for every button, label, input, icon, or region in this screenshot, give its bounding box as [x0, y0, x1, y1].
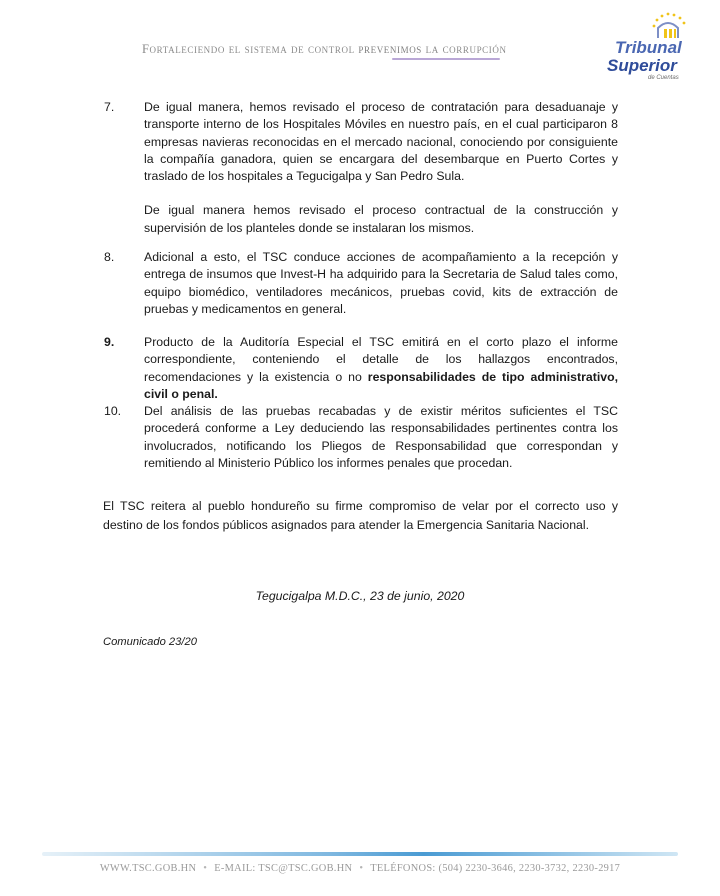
tsc-logo	[598, 12, 694, 96]
logo-line-2: Superior	[607, 56, 677, 75]
list-item-8	[104, 249, 618, 318]
closing-paragraph: El TSC reitera al pueblo hondureño su firme compromiso de velar por el correcto uso y destino de los fondos públicos asignados para atender la Emergencia Sanitaria Nacional.	[103, 499, 618, 532]
item-text: Adicional a esto, el TSC conduce acciones de acompañamiento a la recepción y entrega de insumos que Invest-H ha adquirido para la Secretaria de Salud tales como, equipo biomédico, ventiladores mecánicos, pruebas covid, kits de extracción de pruebas y medicamentos en general.	[144, 250, 618, 316]
motto-highlight: prevenimos	[358, 42, 422, 56]
item-text	[144, 334, 618, 403]
item-number: 9.	[104, 335, 115, 349]
motto-part-1: Fortaleciendo el sistema de control	[142, 42, 359, 56]
item-text-plain: Producto de la Auditoría Especial el TSC emitirá en el corto plazo el informe correspondiente, conteniendo el detalle de los hallazgos encontrados, recomendaciones y la existencia o no	[144, 335, 618, 384]
footer-email: E-MAIL: TSC@TSC.GOB.HN	[214, 863, 353, 874]
item-text: Del análisis de las pruebas recabadas y de existir méritos suficientes el TSC procederá conforme a Ley deduciendo las responsabilidades pertinentes contra los involucrados, notificando los Pliegos de Responsabilidad que correspondan y remitiendo al Ministerio Público los informes penales que procedan.	[144, 404, 618, 470]
place-date: Tegucigalpa M.D.C., 23 de junio, 2020	[255, 589, 465, 603]
motto-part-2: la corrupción	[421, 42, 507, 56]
item-text-continued: De igual manera hemos revisado el proceso contractual de la construcción y supervisión de los planteles donde se instalaran los mismos.	[144, 203, 618, 235]
footer-phones: TELÉFONOS: (504) 2230-3646, 2230-3732, 2230-2917	[370, 863, 621, 874]
communique-number: Comunicado 23/20	[103, 636, 197, 648]
motto-underline	[392, 58, 500, 60]
list-item-9	[104, 334, 618, 403]
footer-separator: •	[359, 863, 364, 874]
logo-line-3: de Cuentas	[648, 75, 679, 81]
item-number: 10.	[104, 404, 122, 418]
item-text: De igual manera, hemos revisado el proceso de contratación para desaduanaje y transporte interno de los Hospitales Móviles en nuestro país, en el cual participaron 8 empresas navieras reconocidas en el mercado nacional, conociendo por consiguiente la compañía ganadora, quien se encargara del desembarque en Puerto Cortes y traslado de los hospitales a Tegucigalpa y San Pedro Sula.	[144, 100, 618, 184]
item-number: 7.	[104, 100, 115, 114]
footer-contact	[0, 863, 720, 874]
item-number: 8.	[104, 250, 115, 264]
footer-divider	[42, 852, 678, 856]
list-item-7	[104, 99, 618, 237]
header-motto	[142, 42, 507, 57]
footer-website: WWW.TSC.GOB.HN	[99, 863, 197, 874]
footer-separator: •	[203, 863, 208, 874]
list-item-10	[104, 403, 618, 472]
logo-line-1: Tribunal	[615, 38, 682, 57]
item-text-bold: responsabilidades de tipo administrativo, civil o penal.	[144, 369, 619, 401]
